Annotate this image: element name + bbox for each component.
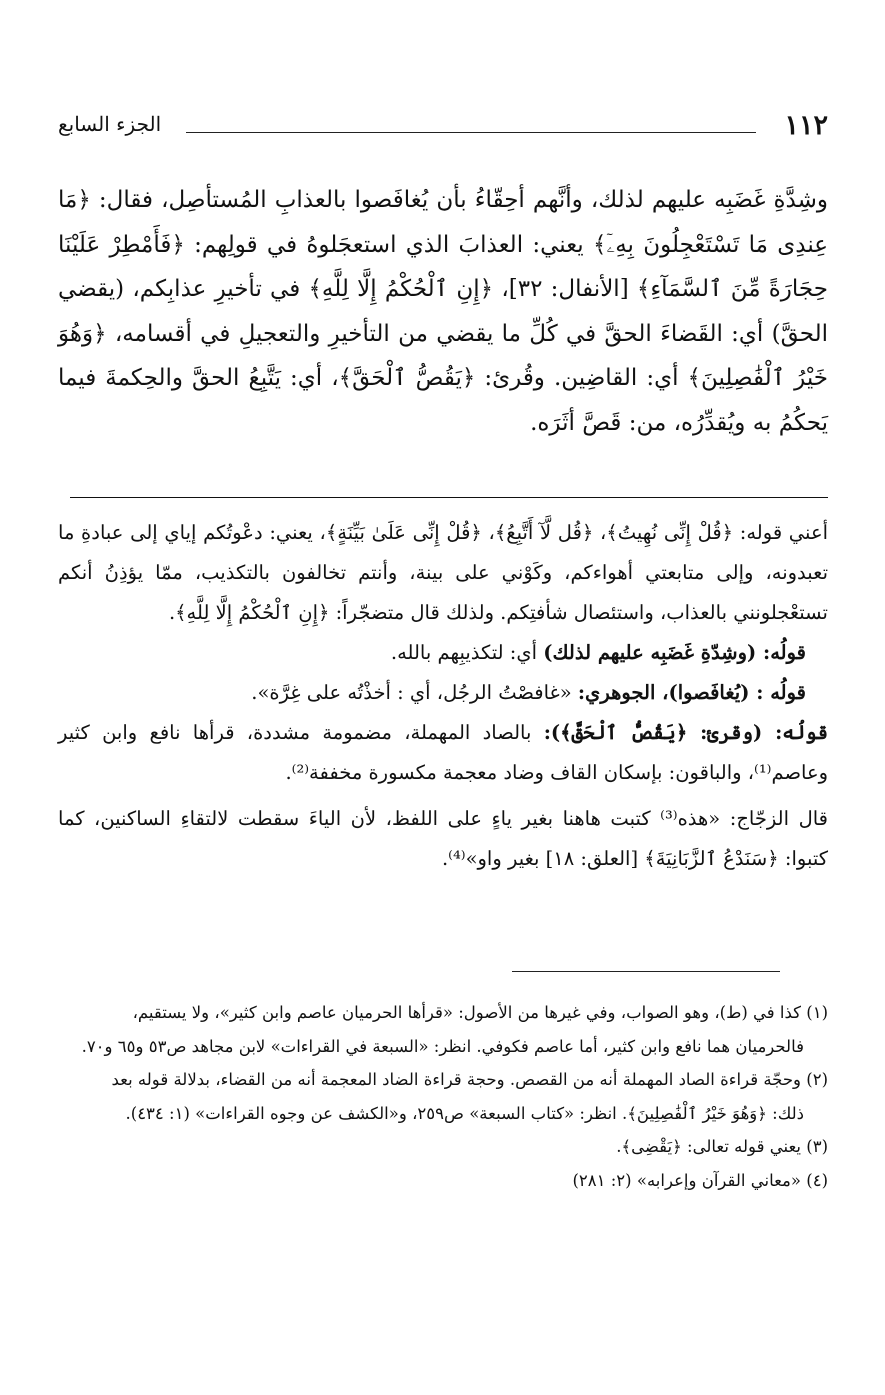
footnotes (58, 996, 828, 1197)
footnote-2 (58, 1063, 828, 1097)
footnote-2-line-2: ذلك: ﴿وَهُوَ خَيْرُ ٱلْفَٰصِلِينَ﴾. انظر: «كتاب السبعة» ص٢٥٩، و«الكشف عن وجوه القراءات» (١: ٤٣٤). (125, 1103, 804, 1123)
commentary-paragraph-2 (58, 633, 828, 673)
footnote-4: (٤) «معاني القرآن وإعرابه» (٢: ٢٨١) (572, 1170, 828, 1190)
commentary-2-text: أي: لتكذيبِهم بالله. (390, 641, 544, 664)
header-rule (186, 132, 756, 133)
commentary-3-label: قولُه : (يُغافَصوا)، الجوهري: (577, 681, 806, 704)
page-number: ١١٢ (784, 110, 828, 141)
footnote-1-line-2: فالحرميان هما نافع وابن كثير، أما عاصم فكوفي. انظر: «السبعة في القراءات» لابن مجاهد ص٥٣ و٦٥ و٧٠. (81, 1036, 804, 1056)
main-text-divider (70, 497, 828, 498)
commentary-4-text: بالصاد المهملة، مضمومة مشددة، قرأها نافع وابن كثير وعاصم⁽¹⁾، والباقون: بإسكان القاف وضاد معجمة مكسورة مخففة⁽²⁾. (58, 721, 828, 784)
commentary-paragraph-3 (58, 673, 828, 713)
commentary (58, 513, 828, 879)
footnote-1 (58, 996, 828, 1030)
commentary-2-label: قولُه: (وشِدّةِ غَضَبِه عليهم لذلك) (543, 641, 806, 664)
footnote-2-line-1: (٢) وحجّة قراءة الصاد المهملة أنه من القصص. وحجة قراءة الضاد المعجمة أنه من القضاء، بدلالة قوله بعد (111, 1070, 828, 1089)
commentary-paragraph-5: قال الزجّاج: «هذه⁽³⁾ كتبت هاهنا بغير ياءٍ على اللفظ، لأن الياءَ سقطت لالتقاءِ الساكنين، كما كتبوا: ﴿سَنَدْعُ ٱلزَّبَانِيَةَ﴾ [العلق: ١٨] بغير واو»⁽⁴⁾. (58, 807, 828, 870)
commentary-paragraph-4 (58, 713, 828, 793)
footnote-2-continued (58, 1097, 828, 1131)
commentary-paragraph-1: أعني قوله: ﴿قُلْ إِنِّى نُهِيتُ﴾، ﴿قُل لَّآ أَتَّبِعُ﴾، ﴿قُلْ إِنِّى عَلَىٰ بَيِّنَةٍ﴾، يعني: دعْوتُكم إياي إلى عبادةِ ما تعبدونه، وإلى متابعتي أهواءكم، وكَوْني على بينة، وأنتم تخالفون بالتكذيب، ممّا يؤذِنُ أنكم تستعْجلونني بالعذاب، واستئصال شأفتِكم. ولذلك قال متضجّراً: ﴿إِنِ ٱلْحُكْمُ إِلَّا لِلَّهِ﴾. (58, 521, 828, 624)
commentary-3-text: «غافصْتُ الرجُل، أي : أخذْتُه على غِرَّة». (251, 681, 578, 704)
footnote-3: (٣) يعني قوله تعالى: ﴿يَقْضِى﴾. (616, 1137, 828, 1156)
main-paragraph: وشِدَّةِ غَضَبِه عليهم لذلك، وأنَّهم أحِقّاءُ بأن يُغافَصوا بالعذابِ المُستأصِل، فقال: ﴿مَا عِندِى مَا تَسْتَعْجِلُونَ بِهِۦٓ﴾ يعني: العذابَ الذي استعجَلوهُ في قولِهم: ﴿فَأَمْطِرْ عَلَيْنَا حِجَارَةً مِّنَ ٱلسَّمَآءِ﴾ [الأنفال: ٣٢]، ﴿إِنِ ٱلْحُكْمُ إِلَّا لِلَّهِ﴾ في تأخيرِ عذابِكم، (يقضي الحقَّ) أي: القَضاءَ الحقَّ في كُلِّ ما يقضي من التأخيرِ والتعجيلِ في أقسامه، ﴿وَهُوَ خَيْرُ ٱلْفَٰصِلِينَ﴾ أي: القاضِين. وقُرئ: ﴿يَقُصُّ ٱلْحَقَّ﴾، أي: يَتَّبِعُ الحقَّ والحِكمةَ فيما يَحكُمُ به ويُقدِّرُه، من: قَصَّ أثَرَه. (58, 187, 828, 436)
page-header (58, 110, 828, 150)
footnote-1-continued (58, 1030, 828, 1064)
running-title: الجزء السابع (58, 112, 162, 136)
commentary-4-label: قولُه: (وقرئ: ﴿يَقُصُّ ٱلْحَقَّ﴾): (543, 721, 828, 744)
footnote-divider (512, 971, 780, 972)
footnote-1-line-1: (١) كذا في (ط)، وهو الصواب، وفي غيرها من الأصول: «قرأها الحرميان عاصم وابن كثير»، ولا يستقيم، (132, 1003, 828, 1022)
main-text (58, 178, 828, 446)
